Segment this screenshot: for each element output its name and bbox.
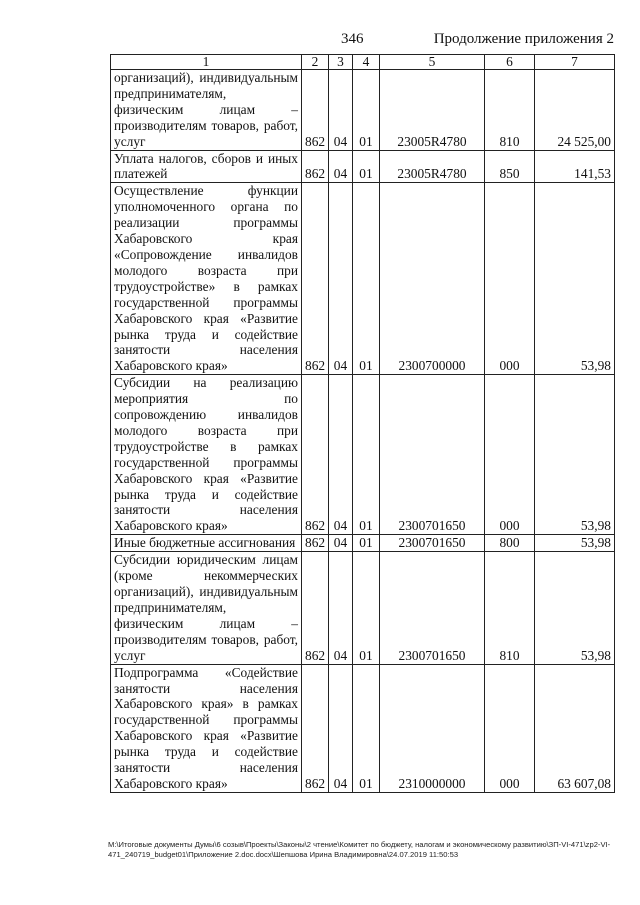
row-name: Субсидии на реализацию мероприятия по сопровождению инвалидов молодого возраста при трудоустройстве в рамках государственной программы Хабаровского края «Развитие рынка труда и содействие занятости населения Хабаровского края» (111, 375, 302, 535)
page-caption: Продолжение приложения 2 (433, 31, 614, 47)
row-section: 04 (329, 375, 353, 535)
row-name: Субсидии юридическим лицам (кроме некоммерческих организаций), индивидуальным предпринимателям, физическим лицам – производителям товаров, работ, услуг (111, 552, 302, 664)
row-amount: 141,53 (535, 150, 615, 183)
row-amount: 24 525,00 (535, 70, 615, 151)
table-row (111, 552, 615, 664)
column-header: 2 (302, 55, 329, 70)
budget-table (110, 54, 615, 793)
row-target: 23005R4780 (380, 70, 485, 151)
row-code: 862 (302, 664, 329, 792)
row-section: 04 (329, 183, 353, 375)
table-row (111, 375, 615, 535)
column-header: 6 (485, 55, 535, 70)
row-subsection: 01 (353, 150, 380, 183)
row-target: 2310000000 (380, 664, 485, 792)
row-code: 862 (302, 552, 329, 664)
row-amount: 53,98 (535, 183, 615, 375)
row-name: Подпрограмма «Содействие занятости населения Хабаровского края» в рамках государственной программы Хабаровского края «Развитие рынка труда и содействие занятости населения Хабаровского края» (111, 664, 302, 792)
row-subsection: 01 (353, 375, 380, 535)
row-name: Осуществление функции уполномоченного органа по реализации программы Хабаровского края «Сопровождение инвалидов молодого возраста при трудоустройстве» в рамках государственной программы Хабаровского края «Развитие рынка труда и содействие занятости населения Хабаровского края» (111, 183, 302, 375)
column-header: 7 (535, 55, 615, 70)
row-type: 810 (485, 552, 535, 664)
row-target: 2300701650 (380, 552, 485, 664)
row-amount: 53,98 (535, 552, 615, 664)
column-header: 1 (111, 55, 302, 70)
table-header-row (111, 55, 615, 70)
row-subsection: 01 (353, 70, 380, 151)
row-subsection: 01 (353, 535, 380, 552)
row-subsection: 01 (353, 552, 380, 664)
row-target: 2300701650 (380, 375, 485, 535)
row-type: 810 (485, 70, 535, 151)
row-amount: 63 607,08 (535, 664, 615, 792)
row-type: 800 (485, 535, 535, 552)
row-type: 850 (485, 150, 535, 183)
row-target: 2300700000 (380, 183, 485, 375)
file-path-footer: М:\Итоговые документы Думы\6 созыв\Проекты\Законы\2 чтение\Комитет по бюджету, налогам и экономическому развитию\ЗП-VI-471\zp2-VI-471_240719_budget01\Приложение 2.doc.docx\Шепшова Ирина Владимировна\24.07.2019 11:50:53 (108, 840, 611, 859)
row-section: 04 (329, 664, 353, 792)
row-type: 000 (485, 664, 535, 792)
row-code: 862 (302, 150, 329, 183)
row-name: Иные бюджетные ассигнования (111, 535, 302, 552)
table-row (111, 664, 615, 792)
row-section: 04 (329, 552, 353, 664)
row-amount: 53,98 (535, 375, 615, 535)
row-code: 862 (302, 535, 329, 552)
row-section: 04 (329, 150, 353, 183)
table-row (111, 70, 615, 151)
column-header: 3 (329, 55, 353, 70)
table-row (111, 535, 615, 552)
row-section: 04 (329, 535, 353, 552)
column-header: 4 (353, 55, 380, 70)
row-amount: 53,98 (535, 535, 615, 552)
page-number: 346 (341, 31, 364, 47)
row-subsection: 01 (353, 664, 380, 792)
row-type: 000 (485, 183, 535, 375)
row-type: 000 (485, 375, 535, 535)
row-section: 04 (329, 70, 353, 151)
row-name: организаций), индивидуальным предпринимателям, физическим лицам – производителям товаров, работ, услуг (111, 70, 302, 151)
row-code: 862 (302, 70, 329, 151)
row-name: Уплата налогов, сборов и иных платежей (111, 150, 302, 183)
row-target: 2300701650 (380, 535, 485, 552)
column-header: 5 (380, 55, 485, 70)
row-code: 862 (302, 183, 329, 375)
table-row (111, 183, 615, 375)
row-code: 862 (302, 375, 329, 535)
row-target: 23005R4780 (380, 150, 485, 183)
table-row (111, 150, 615, 183)
row-subsection: 01 (353, 183, 380, 375)
